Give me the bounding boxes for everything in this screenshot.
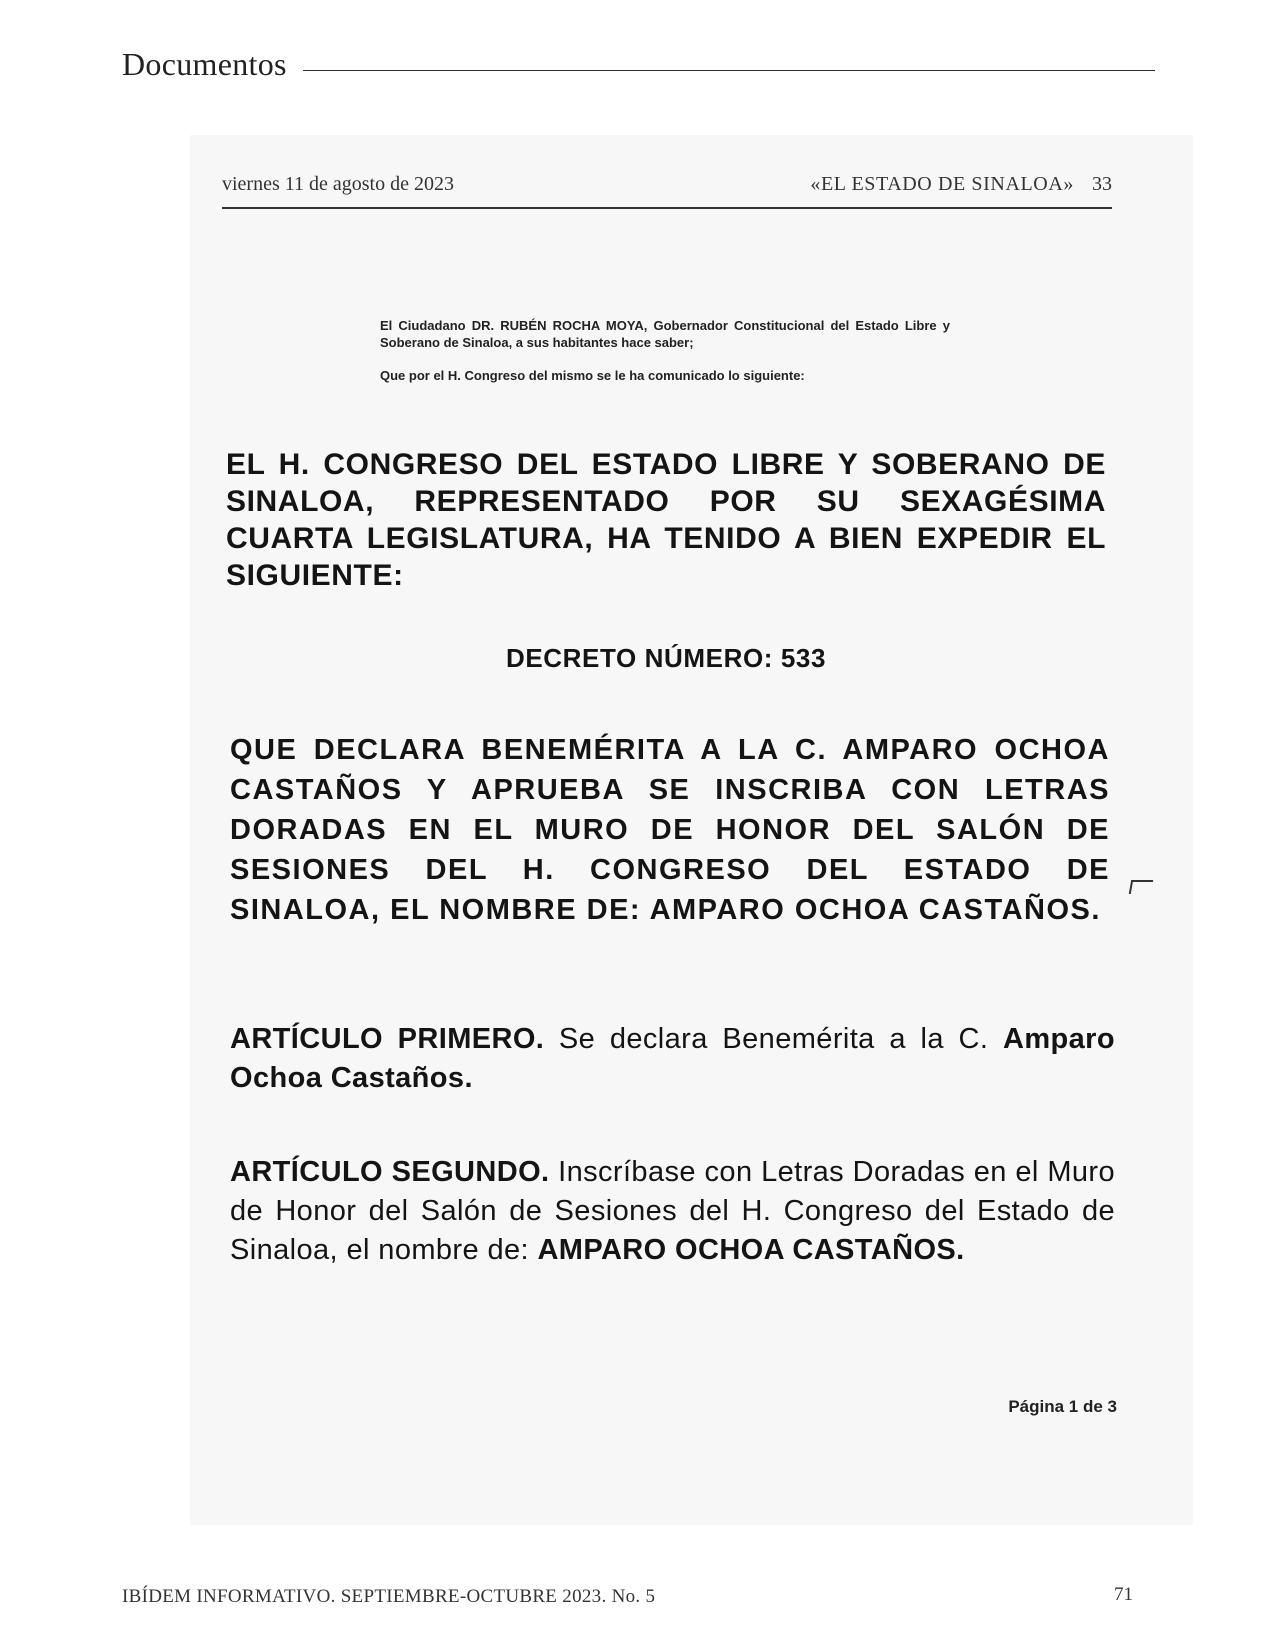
footer-journal: IBÍDEM INFORMATIVO. SEPTIEMBRE-OCTUBRE 2023. No. 5 <box>122 1586 656 1607</box>
gazette-date: viernes 11 de agosto de 2023 <box>222 173 454 195</box>
gazette-title-block <box>810 173 1112 196</box>
article-second <box>230 1153 1115 1270</box>
gazette-page: 33 <box>1092 173 1112 195</box>
intro-paragraph-1: El Ciudadano DR. RUBÉN ROCHA MOYA, Gobernador Constitucional del Estado Libre y Soberano de Sinaloa, a sus habitantes hace saber; <box>380 318 950 350</box>
intro-paragraph-2: Que por el H. Congreso del mismo se le ha comunicado lo siguiente: <box>380 368 805 383</box>
article-first-name: Amparo Ochoa Castaños. <box>230 1023 1115 1094</box>
gazette-rule <box>222 207 1112 209</box>
footer-page-number: 71 <box>1114 1584 1133 1605</box>
article-first-text: Se declara Benemérita a la C. <box>558 1023 989 1055</box>
article-second-text: Inscríbase con Letras Doradas en el Muro de Honor del Salón de Sesiones del H. Congreso del Estado de Sinaloa, el nombre de: <box>230 1156 1116 1266</box>
intro-block <box>380 317 950 384</box>
article-second-name: AMPARO OCHOA CASTAÑOS. <box>537 1234 965 1266</box>
decree-title: QUE DECLARA BENEMÉRITA A LA C. AMPARO OCHOA CASTAÑOS Y APRUEBA SE INSCRIBA CON LETRAS DORADAS EN EL MURO DE HONOR DEL SALÓN DE SESIONES DEL H. CONGRESO DEL ESTADO DE SINALOA, EL NOMBRE DE: AMPARO OCHOA CASTAÑOS. <box>230 734 1110 926</box>
gazette-header <box>222 173 1112 203</box>
decree-number: DECRETO NÚMERO: 533 <box>505 643 827 673</box>
article-first <box>230 1020 1115 1098</box>
article-second-label: ARTÍCULO SEGUNDO. <box>230 1156 550 1188</box>
page-indicator: Página 1 de 3 <box>1008 1397 1117 1416</box>
congress-heading: EL H. CONGRESO DEL ESTADO LIBRE Y SOBERANO DE SINALOA, REPRESENTADO POR SU SEXAGÉSIMA CUARTA LEGISLATURA, HA TENIDO A BIEN EXPEDIR EL SIGUIENTE: <box>226 448 1106 592</box>
article-first-label: ARTÍCULO PRIMERO. <box>230 1023 545 1055</box>
header-rule <box>303 70 1155 71</box>
scan-mark <box>1129 880 1153 894</box>
gazette-publication: «EL ESTADO DE SINALOA» <box>810 173 1074 195</box>
section-title: Documentos <box>122 46 287 82</box>
